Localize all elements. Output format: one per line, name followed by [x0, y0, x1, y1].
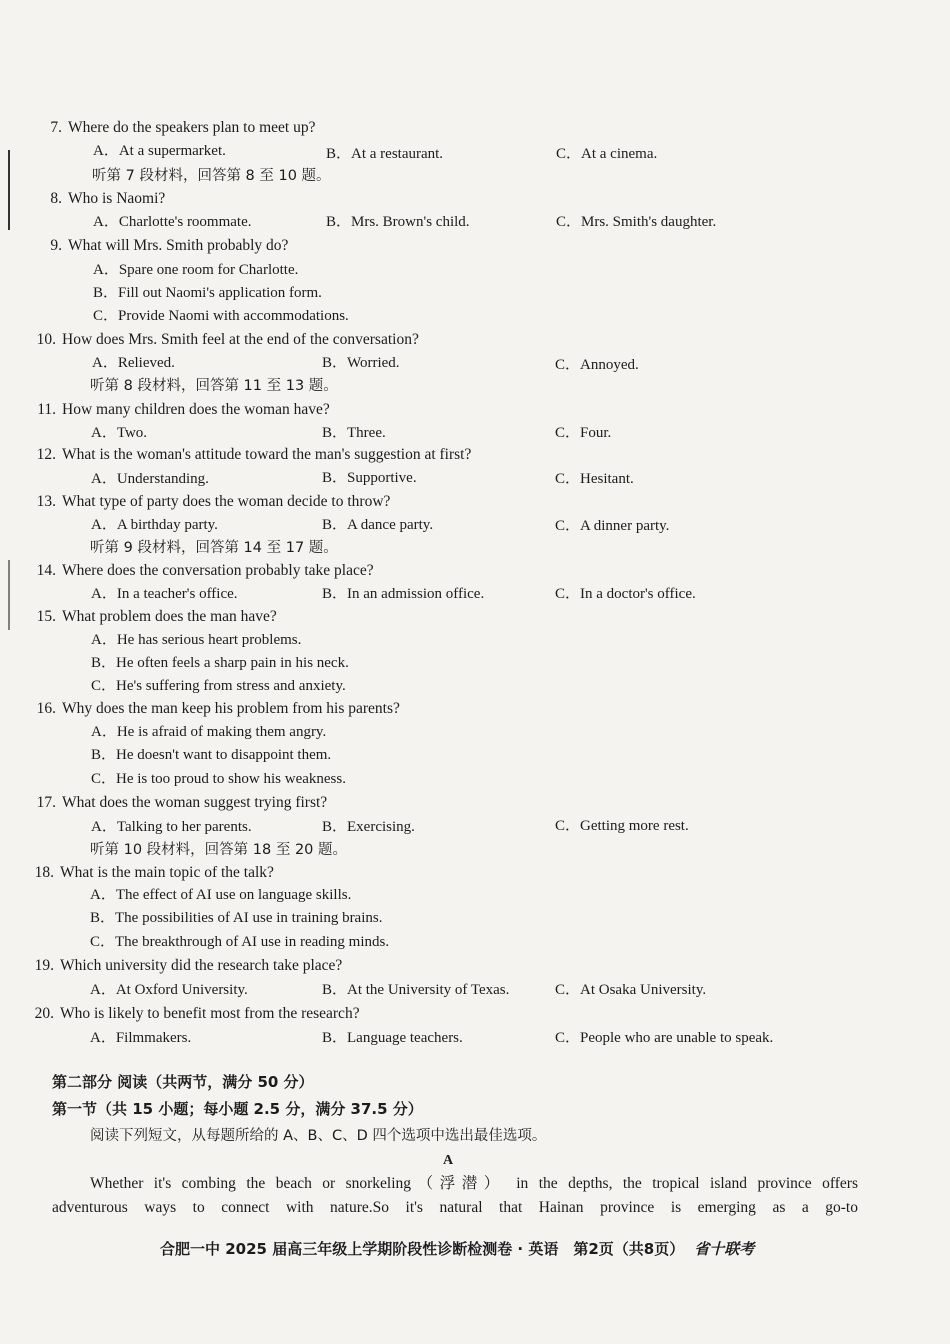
question-number: 17. — [36, 794, 56, 811]
instruction-material-10: 听第 10 段材料，回答第 18 至 20 题。 — [90, 842, 348, 858]
question-number: 12. — [36, 446, 56, 463]
instruction-material-9: 听第 9 段材料，回答第 14 至 17 题。 — [90, 540, 338, 556]
question-number: 15. — [36, 608, 56, 625]
question-number: 20. — [34, 1005, 54, 1022]
question-text: Where do the speakers plan to meet up? — [68, 119, 316, 136]
option-a: A．He is afraid of making them angry. — [91, 724, 327, 740]
question-text: What does the woman suggest trying first? — [62, 794, 328, 811]
option-c: C．Hesitant. — [555, 471, 634, 487]
question-text: Who is likely to benefit most from the research? — [60, 1005, 360, 1022]
question-number: 14. — [36, 562, 56, 579]
question-7 — [28, 118, 315, 138]
question-text: Where does the conversation probably take place? — [62, 562, 374, 579]
scan-edge-mark — [8, 150, 10, 230]
option-a: A．At Oxford University. — [90, 982, 248, 998]
option-c: C．Annoyed. — [555, 357, 639, 373]
option-b: B．Three. — [322, 425, 386, 441]
option-a: A．Charlotte's roommate. — [93, 214, 252, 230]
question-number: 19. — [34, 957, 54, 974]
question-11 — [22, 400, 330, 420]
option-a: A．Relieved. — [92, 355, 175, 371]
option-a: A．Talking to her parents. — [91, 819, 252, 835]
question-text: What is the woman's attitude toward the man's suggestion at first? — [62, 446, 472, 463]
question-8 — [28, 189, 165, 209]
question-text: Who is Naomi? — [68, 190, 166, 207]
passage-line-2: adventurous ways to connect with nature.So it's natural that Hainan province is emerging as a go-to — [52, 1199, 858, 1216]
question-19 — [20, 956, 342, 976]
question-number: 7. — [50, 119, 62, 136]
option-b: B．Fill out Naomi's application form. — [93, 285, 322, 301]
question-text: How many children does the woman have? — [62, 401, 330, 418]
option-a: A．Understanding. — [91, 471, 209, 487]
question-number: 11. — [37, 401, 56, 418]
instruction-material-7: 听第 7 段材料，回答第 8 至 10 题。 — [92, 168, 331, 184]
option-b: B．A dance party. — [322, 517, 434, 533]
question-16 — [22, 699, 400, 719]
section1-heading: 第一节（共 15 小题；每小题 2.5 分，满分 37.5 分） — [52, 1100, 423, 1118]
question-15 — [22, 607, 277, 627]
option-c: C．The breakthrough of AI use in reading minds. — [90, 934, 390, 950]
question-number: 8. — [50, 190, 62, 207]
option-a: A．In a teacher's office. — [91, 586, 238, 602]
option-b: B．In an admission office. — [322, 586, 485, 602]
question-text: What type of party does the woman decide to throw? — [62, 493, 391, 510]
option-a: A．He has serious heart problems. — [91, 632, 302, 648]
option-c: C．At Osaka University. — [555, 982, 707, 998]
option-c: C．Four. — [555, 425, 612, 441]
instruction-material-8: 听第 8 段材料，回答第 11 至 13 题。 — [90, 378, 338, 394]
question-number: 9. — [50, 237, 62, 254]
question-number: 16. — [36, 700, 56, 717]
passage-line-1: Whether it's combing the beach or snorkeling（浮潜） in the depths, the tropical island province offers — [90, 1175, 858, 1192]
footer-text: 合肥一中 2025 届高三年级上学期阶段性诊断检测卷 · 英语 第2页（共8页） — [160, 1240, 685, 1258]
option-b: B．Mrs. Brown's child. — [326, 214, 470, 230]
option-a: A．Two. — [91, 425, 148, 441]
question-20 — [20, 1004, 360, 1024]
option-b: B．Supportive. — [322, 470, 417, 486]
scan-edge-mark — [8, 560, 10, 630]
option-c: C．In a doctor's office. — [555, 586, 696, 602]
option-c: C．A dinner party. — [555, 518, 670, 534]
question-text: What problem does the man have? — [62, 608, 277, 625]
option-a: A．Spare one room for Charlotte. — [93, 262, 299, 278]
question-text: Which university did the research take place? — [60, 957, 343, 974]
question-18 — [20, 863, 274, 883]
question-number: 13. — [36, 493, 56, 510]
option-a: A．A birthday party. — [91, 517, 218, 533]
option-a: A．The effect of AI use on language skills. — [90, 887, 352, 903]
question-number: 10. — [36, 331, 56, 348]
option-c: C．He is too proud to show his weakness. — [91, 771, 346, 787]
option-b: B．At a restaurant. — [326, 146, 444, 162]
page-footer — [160, 1238, 754, 1259]
option-b: B．He often feels a sharp pain in his neck. — [91, 655, 349, 671]
question-12 — [22, 445, 471, 465]
question-10 — [22, 330, 419, 350]
option-c: C．Provide Naomi with accommodations. — [93, 308, 349, 324]
option-b: B．At the University of Texas. — [322, 982, 510, 998]
option-c: C．People who are unable to speak. — [555, 1030, 774, 1046]
passage-label: A — [443, 1153, 454, 1168]
option-b: B．Language teachers. — [322, 1030, 463, 1046]
option-c: C．He's suffering from stress and anxiety. — [91, 678, 346, 694]
option-c: C．Getting more rest. — [555, 818, 689, 834]
question-text: What will Mrs. Smith probably do? — [68, 237, 289, 254]
part2-heading: 第二部分 阅读（共两节，满分 50 分） — [52, 1073, 314, 1091]
question-17 — [22, 793, 327, 813]
option-b: B．The possibilities of AI use in training brains. — [90, 910, 383, 926]
question-14 — [22, 561, 374, 581]
option-b: B．Worried. — [322, 355, 400, 371]
reading-directions: 阅读下列短文，从每题所给的 A、B、C、D 四个选项中选出最佳选项。 — [90, 1128, 547, 1144]
question-text: What is the main topic of the talk? — [60, 864, 274, 881]
option-b: B．He doesn't want to disappoint them. — [91, 747, 332, 763]
question-number: 18. — [34, 864, 54, 881]
option-a: A．Filmmakers. — [90, 1030, 192, 1046]
question-9 — [28, 236, 288, 256]
option-b: B．Exercising. — [322, 819, 415, 835]
question-13 — [22, 492, 390, 512]
question-text: How does Mrs. Smith feel at the end of the conversation? — [62, 331, 419, 348]
option-c: C．Mrs. Smith's daughter. — [556, 214, 717, 230]
option-a: A．At a supermarket. — [93, 143, 226, 159]
footer-brand: 省十联考 — [694, 1240, 755, 1258]
question-text: Why does the man keep his problem from his parents? — [62, 700, 400, 717]
option-c: C．At a cinema. — [556, 146, 658, 162]
